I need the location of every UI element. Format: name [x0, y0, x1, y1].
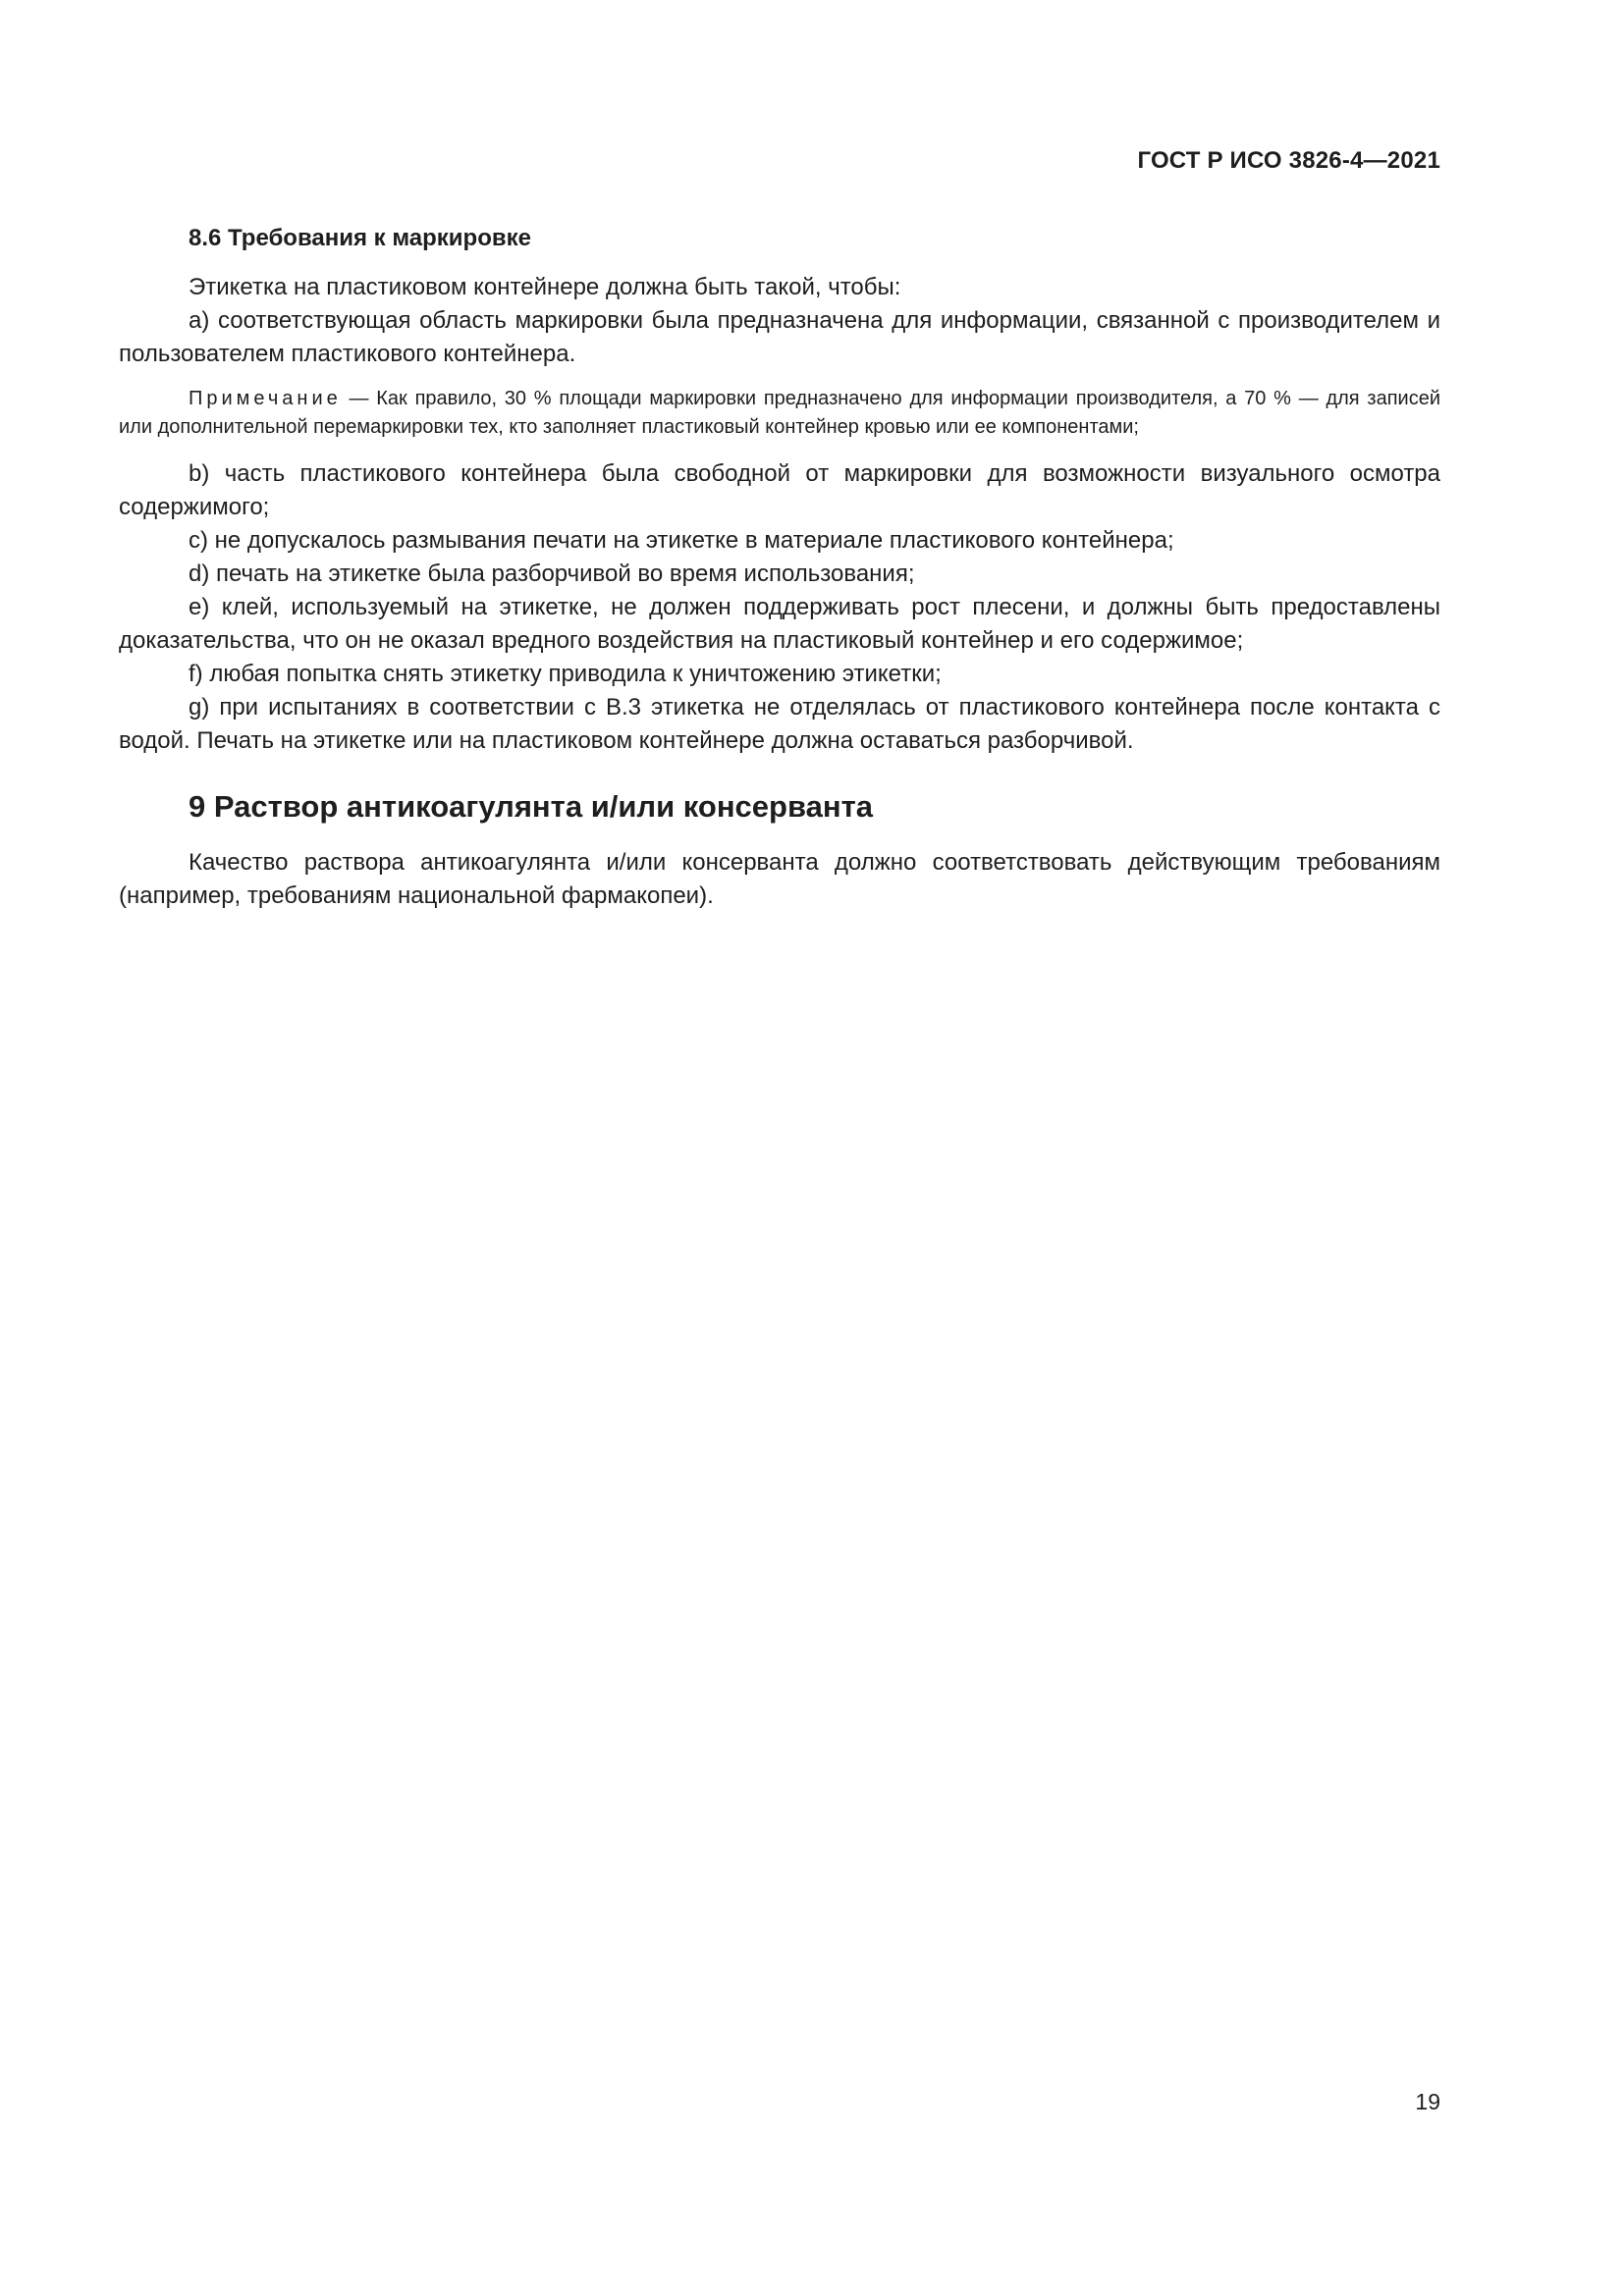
note-text: — Как правило, 30 % площади маркировки предназначено для информации производителя, а 70 % — для записей или дополнительной перемаркировки тех, кто заполняет пластиковый контейнер кровью или ее компонентами;: [119, 388, 1440, 438]
list-item-c: c) не допускалось размывания печати на этикетке в материале пластикового контейнера;: [189, 527, 1174, 554]
document-code: ГОСТ Р ИСО 3826-4—2021: [1137, 147, 1440, 174]
page-content: [119, 224, 1440, 913]
subsection-heading-8-6: 8.6 Требования к маркировке: [189, 225, 531, 251]
label-requirements-intro: Этикетка на пластиковом контейнере должна быть такой, чтобы:: [189, 274, 901, 300]
section-heading-9: 9 Раствор антикоагулянта и/или консерванта: [189, 789, 874, 824]
page-number: 19: [1415, 2089, 1440, 2114]
list-item-e: e) клей, используемый на этикетке, не должен поддерживать рост плесени, и должны быть предоставлены доказательства, что он не оказал вредного воздействия на пластиковый контейнер и его содержимое;: [119, 594, 1440, 654]
list-item-g: g) при испытаниях в соответствии с В.3 этикетка не отделялась от пластикового контейнера после контакта с водой. Печать на этикетке или на пластиковом контейнере должна оставаться разборчивой.: [119, 694, 1440, 754]
note-label: Примечание: [189, 388, 342, 409]
note-block: [119, 385, 1440, 442]
list-item-a: a) соответствующая область маркировки была предназначена для информации, связанной с производителем и пользователем пластикового контейнера.: [119, 307, 1440, 367]
list-item-f: f) любая попытка снять этикетку приводила к уничтожению этикетки;: [189, 661, 942, 687]
list-item-b: b) часть пластикового контейнера была свободной от маркировки для возможности визуального осмотра содержимого;: [119, 460, 1440, 520]
section-9-paragraph: Качество раствора антикоагулянта и/или консерванта должно соответствовать действующим требованиям (например, требованиям национальной фармакопеи).: [119, 849, 1440, 909]
list-item-d: d) печать на этикетке была разборчивой во время использования;: [189, 561, 915, 587]
